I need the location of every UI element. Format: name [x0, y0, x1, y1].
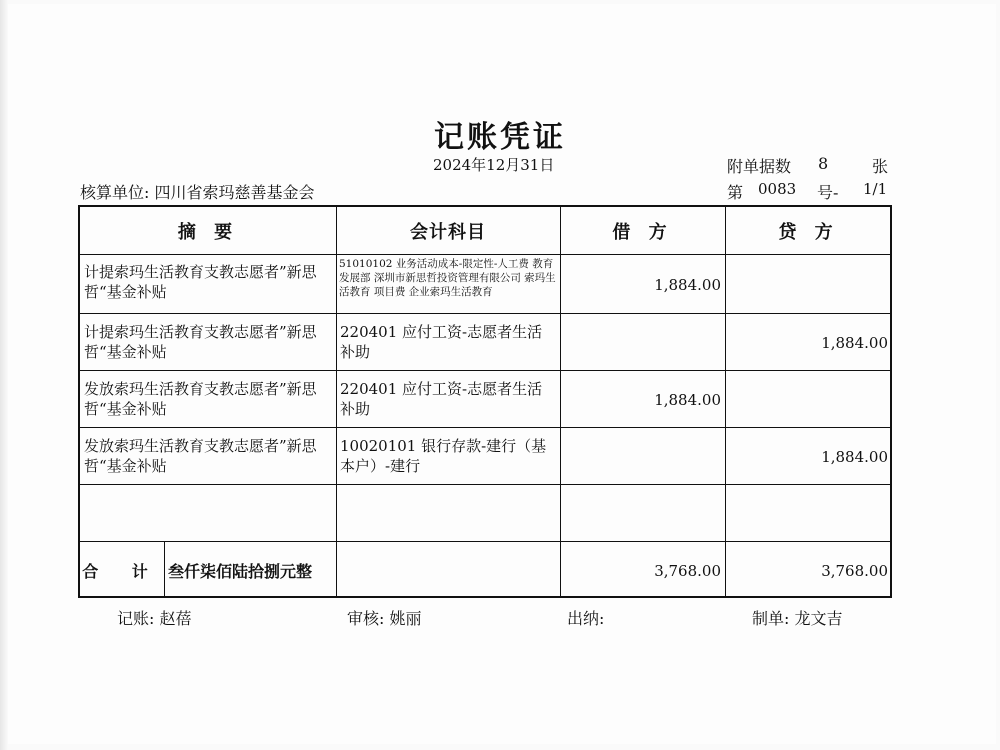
voucher-number: 0083	[758, 180, 797, 198]
row-divider	[80, 484, 890, 485]
row-debit: 1,884.00	[654, 390, 721, 409]
row-debit: 1,884.00	[654, 275, 721, 294]
voucher-number-suffix: 号-	[817, 183, 839, 202]
header-debit: 借 方	[612, 221, 673, 243]
row-credit	[725, 256, 892, 313]
row-divider	[80, 313, 890, 314]
row-account	[336, 490, 560, 541]
row-divider	[80, 254, 890, 255]
row-summary: 发放索玛生活教育支教志愿者”新思哲“基金补贴	[84, 380, 317, 418]
row-account: 10020101 银行存款-建行（基本户）-建行	[340, 437, 547, 475]
row-divider	[80, 427, 890, 428]
reviewer-signature: 审核: 姚丽	[347, 609, 422, 628]
header-account: 会计科目	[410, 221, 486, 243]
total-amount-words: 叁仟柒佰陆拾捌元整	[168, 562, 313, 581]
attachments-count: 8	[818, 154, 829, 173]
voucher-date: 2024年12月31日	[433, 156, 555, 174]
preparer-signature: 制单: 龙文吉	[752, 609, 843, 628]
row-credit: 1,884.00	[821, 447, 888, 466]
voucher-table	[78, 205, 892, 598]
voucher-page: 1/1	[863, 180, 888, 198]
row-debit	[560, 429, 725, 484]
bookkeeper-signature: 记账: 赵蓓	[117, 609, 192, 628]
row-summary: 计提索玛生活教育支教志愿者”新思哲“基金补贴	[84, 263, 317, 301]
accounting-unit: 核算单位: 四川省索玛慈善基金会	[80, 183, 315, 202]
row-divider	[80, 370, 890, 371]
row-debit	[560, 315, 725, 370]
attachments-label: 附单据数	[727, 157, 792, 176]
voucher-number-prefix: 第	[727, 183, 744, 202]
total-label: 合 计	[82, 562, 162, 581]
row-summary	[80, 490, 336, 541]
row-divider	[80, 541, 890, 542]
header-credit: 贷 方	[778, 221, 839, 243]
total-debit: 3,768.00	[654, 561, 721, 580]
row-summary: 计提索玛生活教育支教志愿者”新思哲“基金补贴	[84, 323, 317, 361]
voucher-title: 记账凭证	[434, 120, 566, 155]
row-credit	[725, 486, 892, 541]
row-account: 51010102 业务活动成本-限定性-人工费 教育发展部 深圳市新思哲投资管理有限公司 索玛生活教育 项目费 企业索玛生活教育	[339, 258, 556, 298]
attachments-unit: 张	[872, 157, 889, 176]
row-summary: 发放索玛生活教育支教志愿者”新思哲“基金补贴	[84, 437, 317, 475]
cashier-signature: 出纳:	[567, 609, 605, 628]
row-credit	[725, 372, 892, 427]
header-summary: 摘 要	[177, 221, 239, 243]
row-account: 220401 应付工资-志愿者生活补助	[340, 380, 543, 418]
row-debit	[560, 486, 725, 541]
row-credit: 1,884.00	[821, 333, 888, 352]
total-credit: 3,768.00	[821, 561, 888, 580]
row-account: 220401 应付工资-志愿者生活补助	[340, 323, 543, 361]
